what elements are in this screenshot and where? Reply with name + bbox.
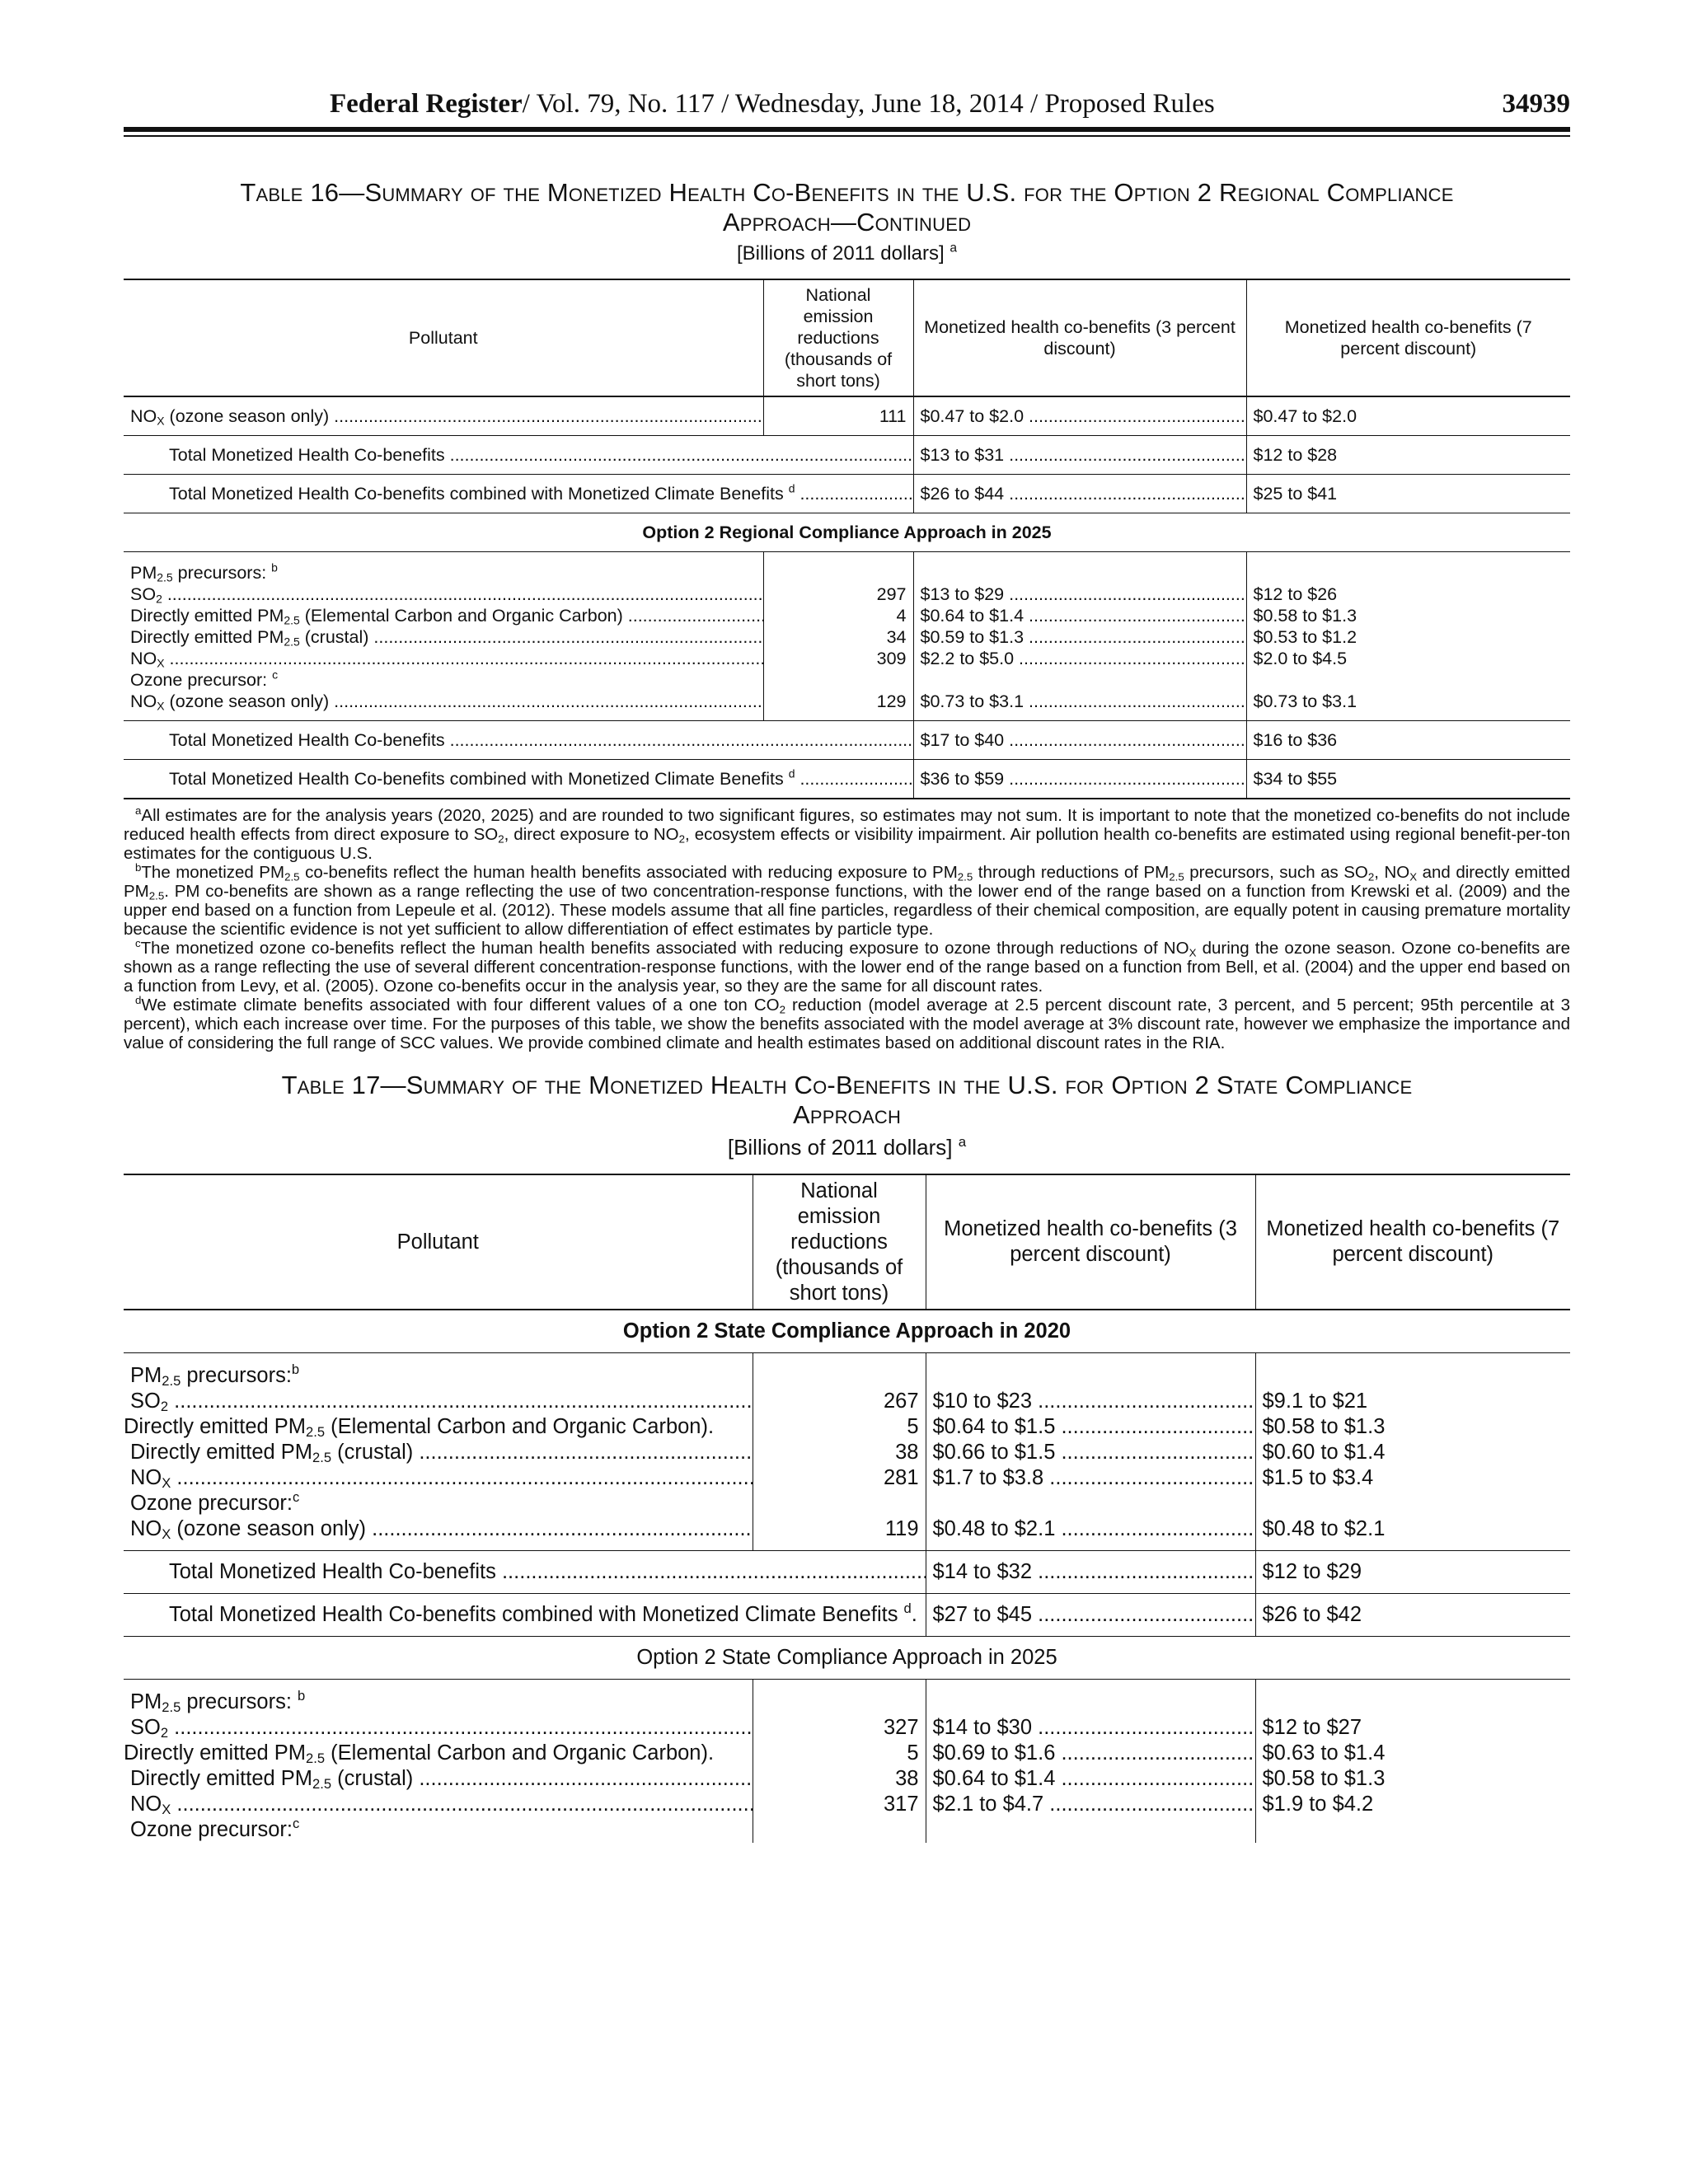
page-number: 34939 [1502,89,1570,119]
col-reductions: National emission reductions (thousands of short tons) [753,1174,926,1310]
table-row: Total Monetized Health Co-benefits ..... $14 to $32 ..... $12 to $29 [124,1551,1570,1594]
footnote-d: $^d$We estimate climate benefits associated with four different values of a one ton $CO_2$ reduction (model average at 2.5 percent discount rate, 3 percent, and 5 percent; 95th percentile at 3 percent), which each increase over time. For the purposes of this table, we show the benefits associated with the model average at 3% discount rate, however we emphasize the importance and value of considering the full range of SCC values. We provide combined climate and health estimates based on additional discount rates in the RIA. [124,994,1570,1052]
table-row: Ozone precursor:$^c$ [124,1491,1570,1516]
table-row: Ozone precursor:$^c$ [124,1817,1570,1843]
table-row: Total Monetized Health Co-benefits ..... $13 to $31 ..... $12 to $28 [124,436,1570,475]
page [124,82,1570,1843]
footnote-c: $^c$The monetized ozone co-benefits reflect the human health benefits associated with reducing exposure to ozone through reductions of $NO_X$ during the ozone season. Ozone co-benefits are shown as a range reflecting the use of several different concentration-response functions, with the lower end of the range based on a function from Bell, et al. (2004) and the upper end based on a function from Levy, et al. (2005). Ozone co-benefits occur in the analysis year, so they are the same for all discount rates. [124,937,1571,996]
header-rule-thin [124,135,1570,137]
publication-name: Federal Register [330,89,523,119]
section-header: Option 2 State Compliance Approach in 2020 [124,1310,1570,1353]
table16-subtitle: [Billions of 2011 dollars] $^a$ [736,241,958,265]
table-row: $SO_2$ ..... 267 $10 to $23 ..... $9.1 to $21 [124,1389,1570,1414]
table-row: $SO_2$ ..... 297 $13 to $29 ..... $12 to $26 [124,583,1570,605]
footnote-b: $^b$The monetized $PM_{2.5}$ co-benefits reflect the human health benefits associated with reducing exposure to $PM_{2.5}$ through reductions of $PM_{2.5}$ precursors, such as $SO_2$, $NO_X$ and directly emitted $PM_{2.5}$. PM co-benefits are shown as a range reflecting the use of two concentration-response functions, with the lower end of the range based on a function from Krewski et al. (2009) and the upper end based on a function from Lepeule et al. (2012). These models assume that all fine particles, regardless of their chemical composition, are equally potent in causing premature mortality because the scientific evidence is not yet sufficient to allow differentiation of effect estimates by particle type. [124,861,1570,939]
table16-title: Table 16—Summary of the Monetized Health Co-Benefits in the U.S. for the Option 2 Regional Compliance Approach—Continued [240,178,1454,237]
publication-details: / Vol. 79, No. 117 / Wednesday, June 18, 2014 / Proposed Rules [522,89,1215,119]
table-row: Ozone precursor: $^c$ [124,669,1570,691]
table-row: $PM_{2.5}$ precursors: $^b$ [124,552,1570,584]
table-row: $PM_{2.5}$ precursors: $^b$ [124,1680,1570,1716]
table-row: Directly emitted $PM_{2.5}$ (Elemental Carbon and Organic Carbon) ..... 4 $0.64 to $1.4 ..... $0.58 to $1.3 [124,605,1570,626]
table17-subtitle: [Billions of 2011 dollars] $^a$ [727,1133,967,1160]
col-pollutant: Pollutant [408,328,478,348]
table-row: Directly emitted $PM_{2.5}$ (crustal) ..... 34 $0.59 to $1.3 ..... $0.53 to $1.2 [124,626,1570,648]
table-row: $SO_2$ ..... 327 $14 to $30 ..... $12 to $27 [124,1715,1570,1741]
table-row: Total Monetized Health Co-benefits ..... $17 to $40 ..... $16 to $36 [124,721,1570,760]
table-row: Directly emitted $PM_{2.5}$ (Elemental Carbon and Organic Carbon). 5 $0.69 to $1.6 ..... $0.63 to $1.4 [124,1741,1570,1766]
col-7pct: Monetized health co-benefits (7 percent discount) [1255,1174,1570,1310]
col-pollutant: Pollutant [396,1230,479,1254]
col-3pct: Monetized health co-benefits (3 percent discount) [926,1174,1255,1310]
page-header [124,82,1570,130]
table-row: $PM_{2.5}$ precursors:$^b$ [124,1353,1570,1390]
footnotes [124,806,1570,1052]
table-row: Total Monetized Health Co-benefits combined with Monetized Climate Benefits $^d$. $27 to $45 ..... $26 to $42 [124,1594,1570,1637]
footnote-a: $^a$All estimates are for the analysis years (2020, 2025) and are rounded to two significant figures, so estimates may not sum. It is important to note that the monetized co-benefits do not include reduced health effects from direct exposure to $SO_2$, direct exposure to $NO_2$, ecosystem effects or visibility impairment. Air pollution health co-benefits are estimated using regional benefit-per-ton estimates for the contiguous U.S. [124,804,1570,863]
table-row: Directly emitted $PM_{2.5}$ (Elemental Carbon and Organic Carbon). 5 $0.64 to $1.5 ..... $0.58 to $1.3 [124,1414,1570,1440]
col-7pct: Monetized health co-benefits (7 percent discount) [1246,279,1570,396]
table-row: Directly emitted $PM_{2.5}$ (crustal) ..... 38 $0.66 to $1.5 ..... $0.60 to $1.4 [124,1440,1570,1465]
section-header: Option 2 State Compliance Approach in 2025 [124,1637,1570,1680]
table17-title: Table 17—Summary of the Monetized Health Co-Benefits in the U.S. for Option 2 State Compliance Approach [281,1071,1413,1129]
table-row: Directly emitted $PM_{2.5}$ (crustal) ..... 38 $0.64 to $1.4 ..... $0.58 to $1.3 [124,1766,1570,1792]
table-row: Total Monetized Health Co-benefits combined with Monetized Climate Benefits $^d$ ..... $26 to $44 ..... $25 to $41 [124,475,1570,513]
header-rule [124,127,1570,132]
section-header: Option 2 Regional Compliance Approach in 2025 [124,513,1570,552]
col-3pct: Monetized health co-benefits (3 percent discount) [913,279,1246,396]
table-row: $NO_X$ ..... 281 $1.7 to $3.8 ..... $1.5 to $3.4 [124,1465,1570,1491]
table17 [124,1174,1570,1843]
table-row: $NO_X$ (ozone season only) ..... 111 $0.47 to $2.0 ..... $0.47 to $2.0 [124,396,1570,436]
table16 [124,279,1570,799]
table-row: $NO_X$ ..... 309 $2.2 to $5.0 ..... $2.0 to $4.5 [124,648,1570,669]
table-row: $NO_X$ (ozone season only) ..... 129 $0.73 to $3.1 ..... $0.73 to $3.1 [124,691,1570,721]
table-row: $NO_X$ (ozone season only) ..... 119 $0.48 to $2.1 ..... $0.48 to $2.1 [124,1516,1570,1551]
table-row: Total Monetized Health Co-benefits combined with Monetized Climate Benefits $^d$ ..... $36 to $59 ..... $34 to $55 [124,760,1570,799]
col-reductions: National emission reductions (thousands of short tons) [763,279,913,396]
table-row: $NO_X$ ..... 317 $2.1 to $4.7 ..... $1.9 to $4.2 [124,1792,1570,1817]
